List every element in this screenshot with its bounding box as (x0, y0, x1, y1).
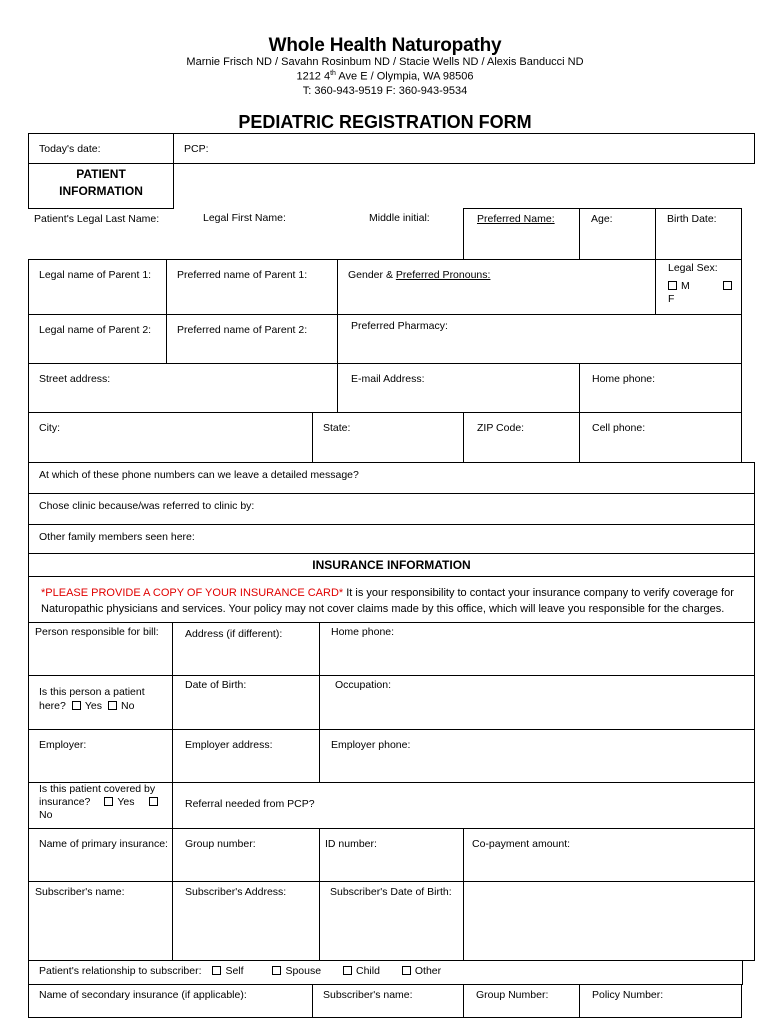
cell-phone-field[interactable]: Cell phone: (579, 412, 742, 463)
referral-field[interactable]: Referral needed from PCP? (172, 782, 755, 829)
secondary-insurance-field[interactable]: Name of secondary insurance (if applicable): (28, 984, 313, 1018)
family-field[interactable]: Other family members seen here: (28, 524, 755, 554)
other-checkbox[interactable] (402, 966, 411, 975)
email-field[interactable]: E-mail Address: (337, 363, 580, 413)
birth-date-field[interactable]: Birth Date: (655, 208, 742, 260)
message-field[interactable]: At which of these phone numbers can we leave a detailed message? (28, 462, 755, 494)
zip-field[interactable]: ZIP Code: (463, 412, 580, 463)
patient-here-no-checkbox[interactable] (108, 701, 117, 710)
resp-dob-field[interactable]: Date of Birth: (172, 675, 320, 730)
pcp-field[interactable]: PCP: (173, 133, 755, 164)
covered-yes-checkbox[interactable] (104, 797, 113, 806)
copay-field[interactable]: Co-payment amount: (463, 828, 755, 882)
parent2-field[interactable]: Legal name of Parent 2: (28, 314, 167, 364)
occupation-field[interactable]: Occupation: (319, 675, 755, 730)
employer-field[interactable]: Employer: (28, 729, 173, 783)
subscriber-name-field[interactable]: Subscriber's name: (28, 881, 173, 961)
covered-field[interactable]: Is this patient covered by insurance? Yes No (28, 782, 173, 829)
form-title: PEDIATRIC REGISTRATION FORM (238, 112, 532, 132)
relationship-field[interactable]: Patient's relationship to subscriber: Self Spouse Child Other (28, 960, 743, 985)
primary-insurance-field[interactable]: Name of primary insurance: (28, 828, 173, 882)
state-field[interactable]: State: (312, 412, 464, 463)
subscriber-dob-field[interactable]: Subscriber's Date of Birth: (319, 881, 464, 961)
last-name-field[interactable]: Patient's Legal Last Name: (28, 208, 173, 260)
referred-field[interactable]: Chose clinic because/was referred to clinic by: (28, 493, 755, 525)
patient-here-yes-checkbox[interactable] (72, 701, 81, 710)
subscriber-address-field[interactable]: Subscriber's Address: (172, 881, 320, 961)
responsible-field[interactable]: Person responsible for bill: (28, 622, 173, 676)
group-number-field[interactable]: Group number: (172, 828, 320, 882)
pref-parent1-field[interactable]: Preferred name of Parent 1: (166, 259, 338, 315)
employer-phone-field[interactable]: Employer phone: (319, 729, 755, 783)
id-number-field[interactable]: ID number: (319, 828, 464, 882)
home-phone-field[interactable]: Home phone: (579, 363, 742, 413)
patient-section-header: PATIENT INFORMATION (28, 163, 174, 209)
resp-home-phone-field[interactable]: Home phone: (319, 622, 755, 676)
sex-m-checkbox[interactable] (668, 281, 677, 290)
city-field[interactable]: City: (28, 412, 313, 463)
covered-no-checkbox[interactable] (149, 797, 158, 806)
age-field[interactable]: Age: (579, 208, 656, 260)
insurance-notice: *PLEASE PROVIDE A COPY OF YOUR INSURANCE CARD* It is your responsibility to contact your insurance company to verify coverage for Naturopathic physicians and services. Your policy may not cover claims made by this office, which will leave you responsible for the charges. (28, 576, 755, 623)
parent1-field[interactable]: Legal name of Parent 1: (28, 259, 167, 315)
patient-here-field[interactable]: Is this person a patient here? Yes No (28, 675, 173, 730)
insurance-section-header: INSURANCE INFORMATION (28, 553, 755, 577)
street-field[interactable]: Street address: (28, 363, 338, 413)
subscriber-blank-field[interactable] (463, 881, 755, 961)
clinic-phones: T: 360-943-9519 F: 360-943-9534 (302, 85, 468, 97)
gender-pronouns-field[interactable]: Gender & Preferred Pronouns: (337, 259, 656, 315)
sec-group-field[interactable]: Group Number: (463, 984, 580, 1018)
employer-address-field[interactable]: Employer address: (172, 729, 320, 783)
pref-parent2-field[interactable]: Preferred name of Parent 2: (166, 314, 338, 364)
sec-subscriber-field[interactable]: Subscriber's name: (312, 984, 464, 1018)
resp-address-field[interactable]: Address (if different): (172, 622, 320, 676)
doctor-list: Marnie Frisch ND / Savahn Rosinbum ND / Stacie Wells ND / Alexis Banducci ND (186, 56, 584, 68)
todays-date-field[interactable]: Today's date: (28, 133, 174, 164)
pharmacy-field[interactable]: Preferred Pharmacy: (337, 314, 742, 364)
sex-f-checkbox[interactable] (723, 281, 732, 290)
middle-initial-label: Middle initial: (369, 212, 430, 224)
policy-number-field[interactable]: Policy Number: (579, 984, 742, 1018)
clinic-address: 1212 4th Ave E / Olympia, WA 98506 (296, 70, 474, 83)
spouse-checkbox[interactable] (272, 966, 281, 975)
first-name-label: Legal First Name: (203, 212, 286, 224)
preferred-name-field[interactable]: Preferred Name: (463, 208, 580, 260)
child-checkbox[interactable] (343, 966, 352, 975)
legal-sex-field[interactable]: Legal Sex: M F (655, 259, 742, 315)
clinic-name: Whole Health Naturopathy (268, 35, 502, 56)
self-checkbox[interactable] (212, 966, 221, 975)
